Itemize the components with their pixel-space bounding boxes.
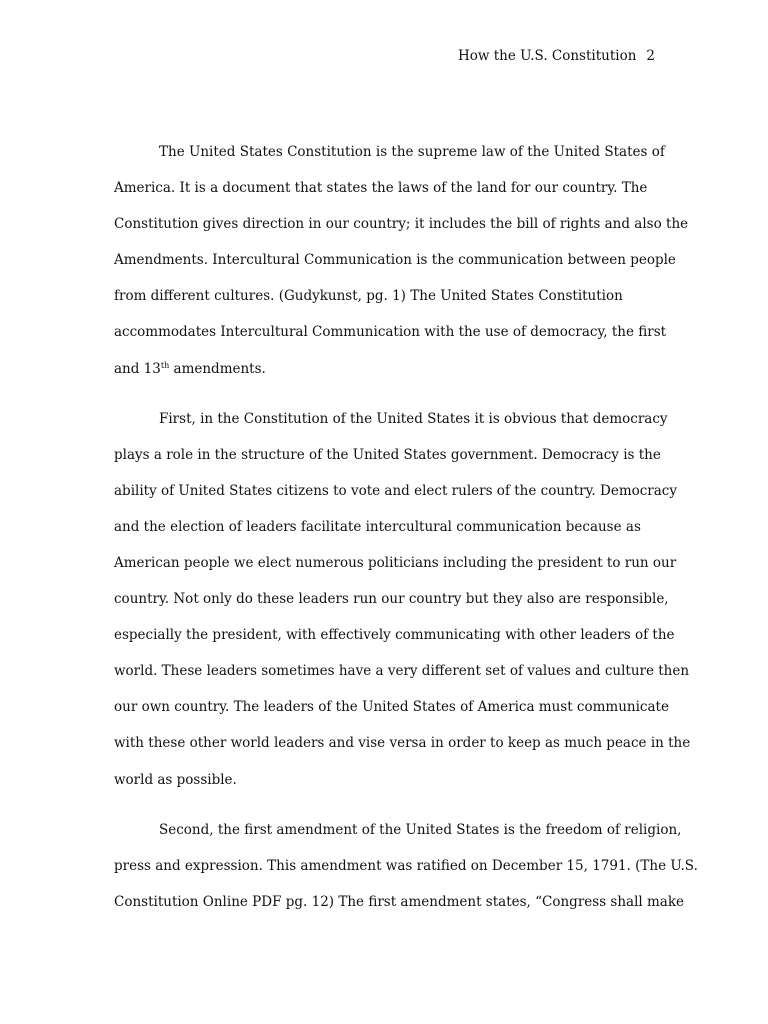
text-line: world as possible. — [114, 771, 237, 788]
paragraph-first-amendment — [114, 820, 698, 928]
text-line: First, in the Constitution of the United States it is obvious that democracy — [159, 410, 668, 427]
text-line: world. These leaders sometimes have a very different set of values and culture then — [114, 663, 690, 680]
text-line: plays a role in the structure of the United States government. Democracy is the — [114, 446, 661, 463]
paragraph-intro — [114, 142, 689, 409]
text-line: especially the president, with effectively communicating with other leaders of the — [114, 627, 675, 644]
paragraph-democracy — [114, 409, 691, 820]
running-head — [458, 46, 655, 66]
text-line: The United States Constitution is the supreme law of the United States of — [159, 144, 665, 160]
text-line: from different cultures. (Gudykunst, pg. 1) The United States Constitution — [114, 288, 623, 305]
text-line: with these other world leaders and vise versa in order to keep as much peace in the — [114, 735, 691, 752]
body-text — [114, 142, 698, 928]
text-line: our own country. The leaders of the United States of America must communicate — [114, 699, 669, 716]
text-line: ability of United States citizens to vote and elect rulers of the country. Democracy — [114, 482, 677, 499]
text-line: Constitution gives direction in our country; it includes the bill of rights and also the — [114, 216, 689, 233]
text-line: and the election of leaders facilitate intercultural communication because as — [114, 518, 641, 535]
text-line: press and expression. This amendment was ratified on December 15, 1791. (The U.S. — [114, 857, 698, 874]
text-line: Constitution Online PDF pg. 12) The first amendment states, “Congress shall make — [114, 893, 685, 910]
text-line: American people we elect numerous politicians including the president to run our — [114, 554, 677, 571]
ordinal-superscript: th — [160, 360, 170, 370]
text-line: country. Not only do these leaders run our country but they also are responsible, — [114, 591, 669, 608]
text-fragment: and 13 — [114, 360, 161, 377]
page-number: 2 — [646, 48, 655, 64]
text-line: accommodates Intercultural Communication with the use of democracy, the first — [114, 324, 667, 341]
running-title: How the U.S. Constitution — [457, 48, 637, 64]
text-line: America. It is a document that states the laws of the land for our country. The — [114, 180, 648, 197]
text-line — [114, 359, 658, 409]
text-line: Amendments. Intercultural Communication is the communication between people — [114, 252, 676, 269]
text-fragment: amendments. — [169, 360, 266, 377]
text-line: Second, the first amendment of the United States is the freedom of religion, — [159, 821, 682, 838]
